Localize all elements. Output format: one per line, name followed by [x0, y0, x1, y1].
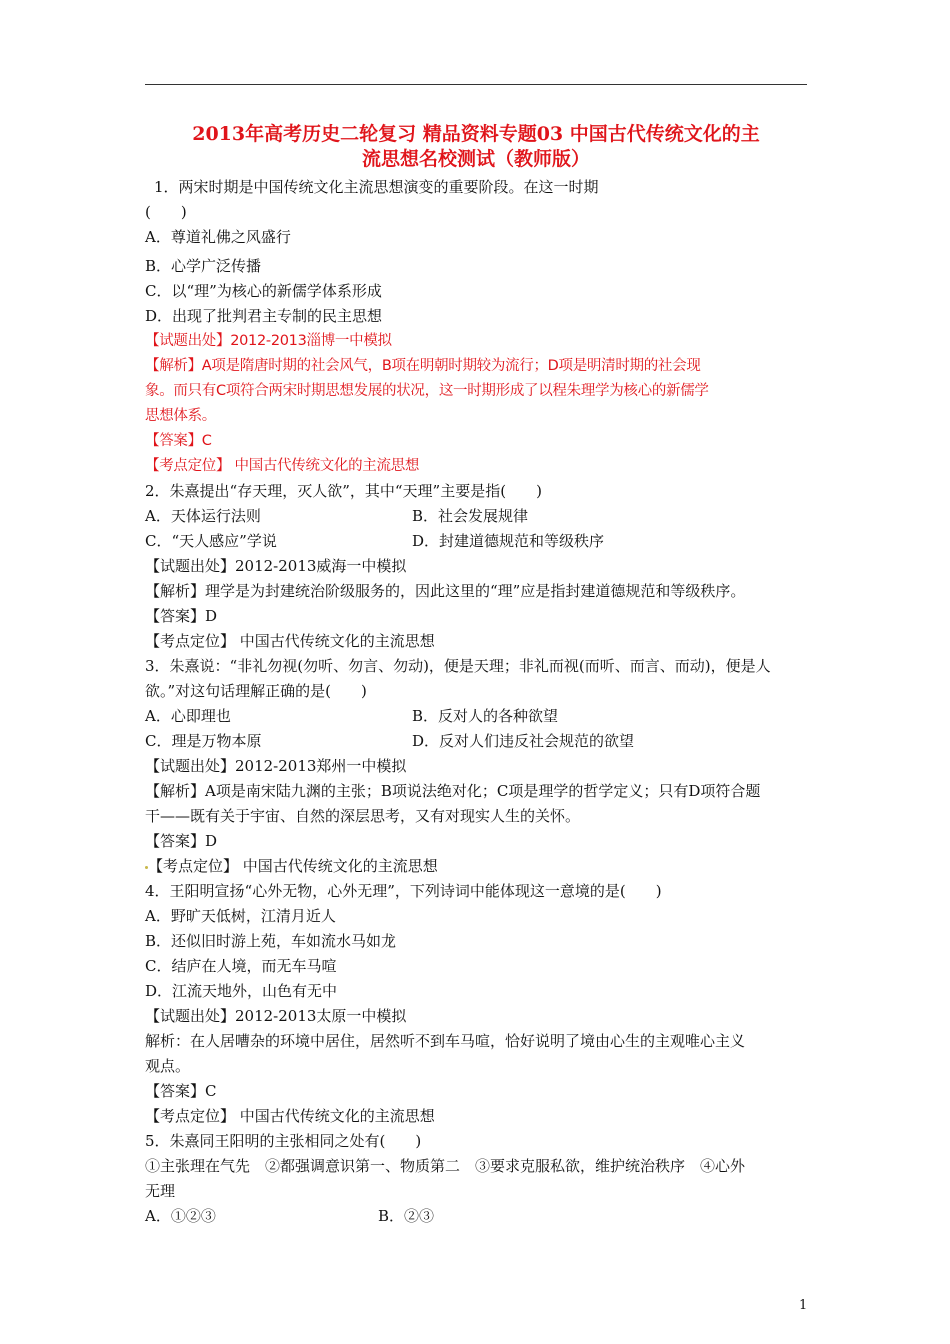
question-stem-line-2: 欲。”对这句话理解正确的是( ): [145, 682, 367, 700]
analysis-line-2: 干——既有关于宇宙、自然的深层思考，又有对现实人生的关怀。: [145, 807, 581, 825]
option-a: A．心即理也: [145, 707, 231, 725]
statement-line-1: ①主张理在气先 ②都强调意识第一、物质第二 ③要求克服私欲，维护统治秩序 ④心外: [145, 1157, 746, 1175]
question-3: [145, 654, 817, 879]
answer-key: 【答案】D: [145, 607, 218, 625]
question-stem: 2．朱熹提出“存天理，灭人欲”，其中“天理”主要是指( ): [145, 482, 542, 500]
option-c: C．“天人感应”学说: [145, 532, 277, 550]
option-d: D．出现了批判君主专制的民主思想: [145, 307, 383, 325]
answer-key: 【答案】D: [145, 832, 218, 850]
option-d: D．反对人们违反社会规范的欲望: [412, 732, 635, 750]
option-b: B．社会发展规律: [412, 507, 529, 525]
title-line-2: 流思想名校测试（教师版）: [361, 148, 590, 170]
question-1: [145, 175, 817, 479]
option-row: [145, 504, 817, 529]
knowledge-point: 【考点定位】 中国古代传统文化的主流思想: [145, 632, 435, 650]
option-d: D．封建道德规范和等级秩序: [412, 532, 605, 550]
analysis-line-1: 【解析】A项是南宋陆九渊的主张；B项说法绝对化；C项是理学的哲学定义；只有D项符合题: [145, 782, 761, 800]
analysis-line-1: 【解析】A项是隋唐时期的社会风气，B项在明朝时期较为流行；D项是明清时期的社会现: [145, 358, 701, 374]
question-source: 【试题出处】2012-2013威海一中模拟: [145, 557, 407, 575]
statement-line-2: 无理: [145, 1182, 176, 1200]
analysis-line-1: 【解析】理学是为封建统治阶级服务的，因此这里的“理”应是指封建道德规范和等级秩序。: [145, 582, 746, 600]
option-row: [145, 729, 817, 754]
knowledge-point-text: 【考点定位】 中国古代传统文化的主流思想: [148, 857, 438, 875]
option-c: C．理是万物本原: [145, 732, 262, 750]
analysis-line-1: 解析：在人居嘈杂的环境中居住，居然听不到车马喧，恰好说明了境由心生的主观唯心主义: [145, 1032, 746, 1050]
question-4: [145, 879, 817, 1129]
option-d: D．江流天地外，山色有无中: [145, 982, 338, 1000]
document-body: [145, 175, 817, 1229]
knowledge-point: 【考点定位】 中国古代传统文化的主流思想: [145, 1107, 435, 1125]
analysis-line-2: 象。而只有C项符合两宋时期思想发展的状况，这一时期形成了以程朱理学为核心的新儒学: [145, 383, 709, 399]
option-c: C．结庐在人境，而无车马喧: [145, 957, 337, 975]
question-stem: 5．朱熹同王阳明的主张相同之处有( ): [145, 1132, 422, 1150]
question-source: 【试题出处】2012-2013淄博一中模拟: [145, 333, 392, 349]
option-b: B．②③: [378, 1207, 435, 1225]
option-b: B．还似旧时游上苑，车如流水马如龙: [145, 932, 397, 950]
knowledge-point: 【考点定位】 中国古代传统文化的主流思想: [145, 458, 420, 474]
option-row: [145, 529, 817, 554]
option-row: [145, 704, 817, 729]
knowledge-point: [145, 854, 817, 879]
question-source: 【试题出处】2012-2013郑州一中模拟: [145, 757, 407, 775]
option-row: [145, 1204, 817, 1229]
question-source: 【试题出处】2012-2013太原一中模拟: [145, 1007, 407, 1025]
option-a: A．①②③: [145, 1207, 216, 1225]
option-b: B．心学广泛传播: [145, 257, 262, 275]
header-rule: [145, 84, 807, 85]
answer-key: 【答案】C: [145, 433, 212, 449]
option-a: A．野旷天低树，江清月近人: [145, 907, 336, 925]
question-stem-line-1: 3．朱熹说：“非礼勿视(勿听、勿言、勿动)，便是天理；非礼而视(而听、而言、而动)，便是人: [145, 657, 771, 675]
option-b: B．反对人的各种欲望: [412, 707, 559, 725]
title-line-1: 2013年高考历史二轮复习 精品资料专题03 中国古代传统文化的主: [192, 123, 760, 145]
question-stem: 4．王阳明宣扬“心外无物，心外无理”，下列诗词中能体现这一意境的是( ): [145, 882, 662, 900]
analysis-line-3: 思想体系。: [145, 408, 216, 424]
answer-paren: ( ): [145, 203, 187, 221]
document-title: [140, 122, 812, 172]
page-number: 1: [799, 1298, 808, 1313]
question-5: [145, 1129, 817, 1229]
option-a: A．天体运行法则: [145, 507, 261, 525]
analysis-line-2: 观点。: [145, 1057, 191, 1075]
option-c: C．以“理”为核心的新儒学体系形成: [145, 282, 382, 300]
question-2: [145, 479, 817, 654]
question-stem: 1．两宋时期是中国传统文化主流思想演变的重要阶段。在这一时期: [154, 178, 599, 196]
answer-key: 【答案】C: [145, 1082, 217, 1100]
option-a: A．尊道礼佛之风盛行: [145, 228, 291, 246]
